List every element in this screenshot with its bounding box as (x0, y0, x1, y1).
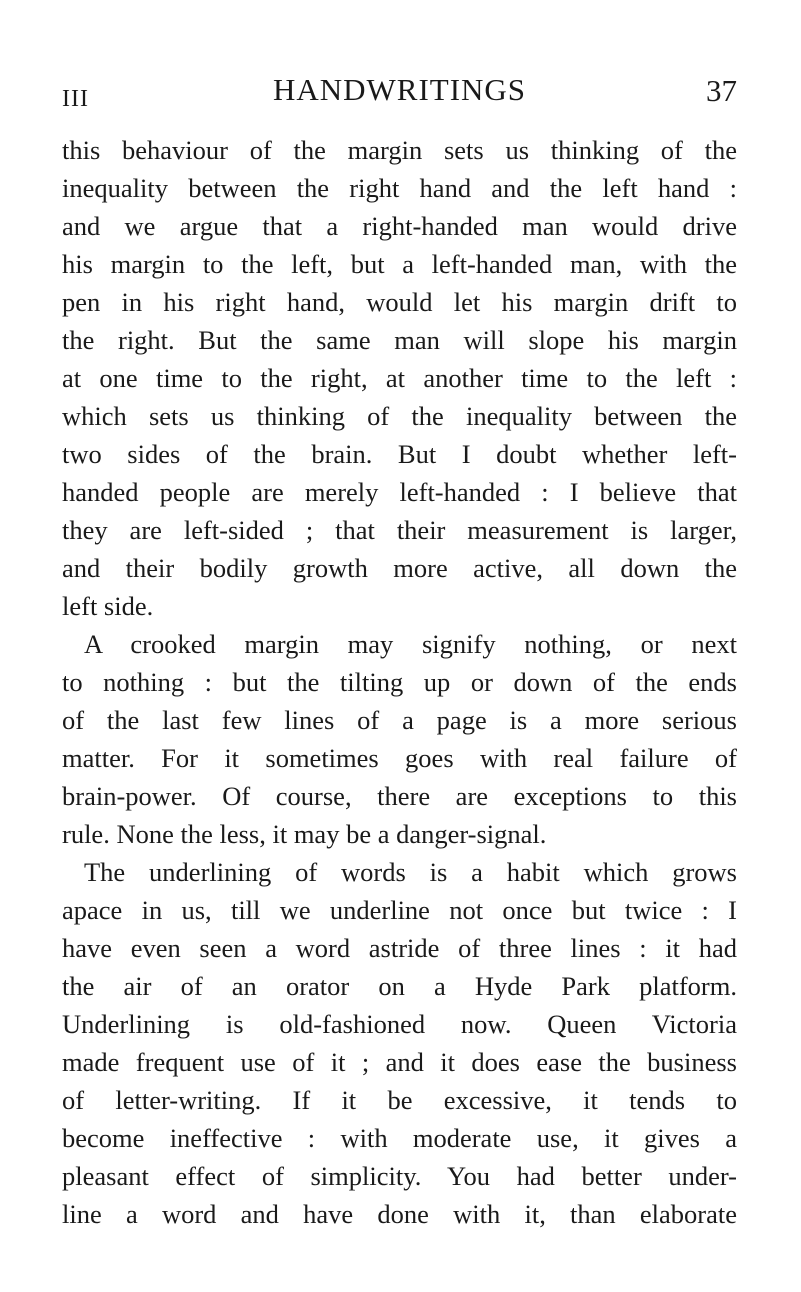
page-number: 37 (706, 73, 737, 108)
text-line: pen in his right hand, would let his margin drift to (62, 287, 737, 317)
text-line: and their bodily growth more active, all down the (62, 553, 737, 583)
text-line: the air of an orator on a Hyde Park platform. (62, 971, 737, 1001)
text-line: they are left-sided ; that their measurement is larger, (62, 515, 737, 545)
text-line: his margin to the left, but a left-handed man, with the (62, 249, 737, 279)
text-line: this behaviour of the margin sets us thinking of the (62, 135, 737, 165)
text-line: apace in us, till we underline not once but twice : I (62, 895, 737, 925)
text-line: Underlining is old-fashioned now. Queen Victoria (62, 1009, 737, 1039)
running-title: HANDWRITINGS (272, 72, 527, 107)
text-line: left side. (62, 591, 154, 621)
text-line: which sets us thinking of the inequality between the (62, 401, 737, 431)
text-line: become ineffective : with moderate use, it gives a (62, 1123, 737, 1153)
text-line: have even seen a word astride of three lines : it had (62, 933, 737, 963)
text-line: A crooked margin may signify nothing, or next (84, 629, 737, 659)
text-line: at one time to the right, at another time to the left : (62, 363, 737, 393)
text-line: handed people are merely left-handed : I believe that (62, 477, 737, 507)
chapter-numeral: III (62, 86, 89, 112)
text-line: the right. But the same man will slope his margin (62, 325, 737, 355)
text-line: inequality between the right hand and the left hand : (62, 173, 737, 203)
text-line: two sides of the brain. But I doubt whether left- (62, 439, 737, 469)
text-line: made frequent use of it ; and it does ease the business (62, 1047, 737, 1077)
text-line: pleasant effect of simplicity. You had better under- (62, 1161, 737, 1191)
text-line: of the last few lines of a page is a more serious (62, 705, 737, 735)
text-line: rule. None the less, it may be a danger-signal. (62, 819, 547, 849)
text-line: of letter-writing. If it be excessive, it tends to (62, 1085, 737, 1115)
body-text (62, 131, 737, 1233)
text-line: The underlining of words is a habit which grows (84, 857, 737, 887)
text-line: and we argue that a right-handed man would drive (62, 211, 737, 241)
text-line: matter. For it sometimes goes with real failure of (62, 743, 737, 773)
text-line: to nothing : but the tilting up or down of the ends (62, 667, 737, 697)
text-line: brain-power. Of course, there are exceptions to this (62, 781, 737, 811)
text-line: line a word and have done with it, than elaborate (62, 1199, 737, 1229)
running-head (62, 72, 737, 116)
